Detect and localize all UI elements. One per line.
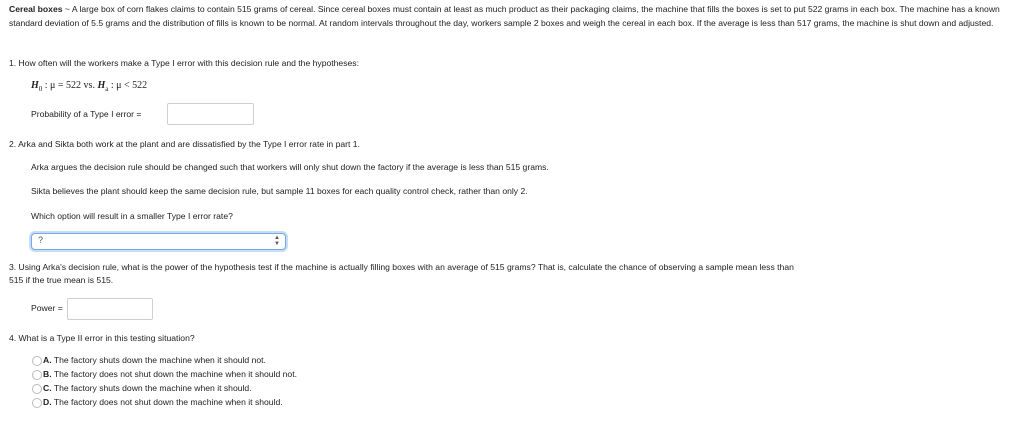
- option-select[interactable]: [31, 233, 286, 250]
- ha-subscript: a: [105, 85, 109, 93]
- title-separator: ~: [62, 4, 72, 14]
- problem-intro: [9, 3, 1009, 30]
- q4-question: 4. What is a Type II error in this testing situation?: [9, 333, 195, 343]
- option-b-letter: B.: [43, 369, 52, 379]
- h0-subscript: 0: [38, 85, 43, 93]
- q1-hypotheses: [31, 80, 147, 93]
- h0-symbol: H: [31, 80, 39, 91]
- option-c-letter: C.: [43, 383, 52, 393]
- ha-statement: : μ < 522: [108, 80, 148, 91]
- power-input[interactable]: [67, 298, 153, 320]
- select-arrows-icon: ▲ ▼: [274, 235, 280, 247]
- select-value: ?: [38, 235, 44, 245]
- h0-statement: : μ = 522 vs.: [42, 80, 98, 91]
- option-d-text: The factory does not shut down the machine when it should.: [53, 397, 283, 407]
- option-d-radio[interactable]: [32, 398, 42, 408]
- q1-answer-label: Probability of a Type I error =: [31, 109, 142, 119]
- option-b-text: The factory does not shut down the machine when it should not.: [53, 369, 297, 379]
- type1-error-input[interactable]: [167, 103, 254, 125]
- option-b-radio[interactable]: [32, 370, 42, 380]
- option-c[interactable]: [43, 383, 252, 393]
- q1-question: 1. How often will the workers make a Type I error with this decision rule and the hypotheses:: [9, 58, 359, 68]
- arka-argument: Arka argues the decision rule should be changed such that workers will only shut down the factory if the average is less than 515 grams.: [31, 162, 549, 172]
- q3-question-line1: 3. Using Arka's decision rule, what is the power of the hypothesis test if the machine is actually filling boxes with an average of 515 grams? That is, calculate the chance of observing a sample mean less than: [9, 262, 794, 272]
- q2-question: 2. Arka and Sikta both work at the plant and are dissatisfied by the Type I error rate in part 1.: [9, 139, 360, 149]
- sikta-argument: Sikta believes the plant should keep the same decision rule, but sample 11 boxes for each quality control check, rather than only 2.: [31, 186, 528, 196]
- ha-symbol: H: [97, 80, 106, 91]
- q3-question-line2: 515 if the true mean is 515.: [9, 275, 114, 285]
- option-d-letter: D.: [43, 397, 52, 407]
- option-d[interactable]: [43, 397, 283, 407]
- option-a-text: The factory shuts down the machine when it should not.: [53, 355, 266, 365]
- problem-title: Cereal boxes: [9, 4, 63, 14]
- option-a-radio[interactable]: [32, 356, 42, 366]
- q2-prompt: Which option will result in a smaller Type I error rate?: [31, 211, 233, 221]
- problem-statement: A large box of corn flakes claims to contain 515 grams of cereal. Since cereal boxes must contain at least as much product as their packaging claims, the machine that fills the boxes is set to put 522 grams in each box. The machine has a known standard deviation of 5.5 grams and the distribution of fills is known to be normal. At random intervals throughout the day, workers sample 2 boxes and weigh the cereal in each box. If the average is less than 517 grams, the machine is shut down and adjusted.: [9, 4, 1000, 28]
- option-a-letter: A.: [43, 355, 52, 365]
- option-c-text: The factory shuts down the machine when it should.: [53, 383, 252, 393]
- option-a[interactable]: [43, 355, 266, 365]
- option-c-radio[interactable]: [32, 384, 42, 394]
- q3-answer-label: Power =: [31, 303, 63, 313]
- option-b[interactable]: [43, 369, 297, 379]
